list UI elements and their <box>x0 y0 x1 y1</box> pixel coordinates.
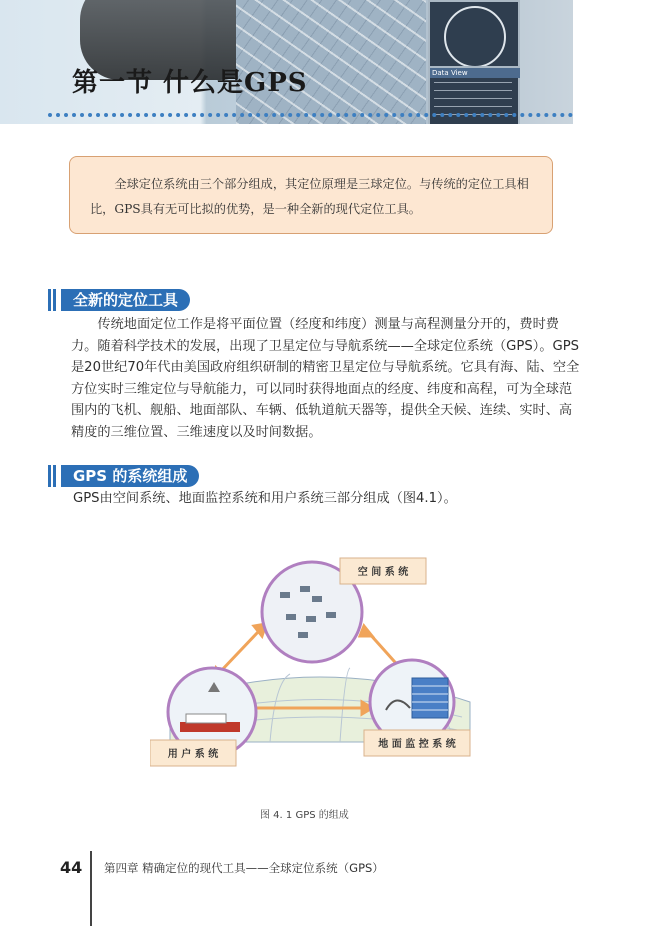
user-system-label: 用 户 系 统 <box>167 749 219 760</box>
intro-box <box>69 156 553 234</box>
heading-gps-composition: GPS 的系统组成 <box>61 465 199 487</box>
section1-paragraph: 传统地面定位工作是将平面位置（经度和纬度）测量与高程测量分开的，费时费力。随着科学技术的发展，出现了卫星定位与导航系统——全球定位系统（GPS）。GPS是20世纪70年代由美国政府组织研制的精密卫星定位与导航系统。它具有海、陆、空全方位实时三维定位与导航能力，可以同时获得地面点的经度、纬度和高程，可为全球范围内的飞机、舰船、地面部队、车辆、低轨道航天器等，提供全天候、连续、实时、高精度的三维位置、三维速度以及时间数据。 <box>71 317 580 440</box>
heading-bars-icon <box>48 465 57 487</box>
space-system-label: 空 间 系 统 <box>357 567 409 578</box>
data-view-title: Data View <box>430 68 520 78</box>
chapter-footer: 第四章 精确定位的现代工具——全球定位系统（GPS） <box>104 861 384 875</box>
ground-system-label: 地 面 监 控 系 统 <box>378 739 456 750</box>
heading-bars-icon <box>48 289 57 311</box>
figure-caption: 图 4. 1 GPS 的组成 <box>260 810 349 821</box>
heading-new-positioning-tool: 全新的定位工具 <box>61 289 190 311</box>
gps-composition-diagram <box>150 552 490 782</box>
speed-gauge-image <box>428 0 520 68</box>
section2-paragraph: GPS由空间系统、地面监控系统和用户系统三部分组成（图4.1）。 <box>73 491 457 506</box>
footer-rule <box>90 851 92 926</box>
section-title: 第一节 什么是GPS <box>72 68 308 98</box>
intro-text: 全球定位系统由三个部分组成，其定位原理是三球定位。与传统的定位工具相比，GPS具有无可比拟的优势，是一种全新的现代定位工具。 <box>90 177 529 216</box>
page-number: 44 <box>60 858 83 877</box>
dotted-divider <box>48 113 573 117</box>
